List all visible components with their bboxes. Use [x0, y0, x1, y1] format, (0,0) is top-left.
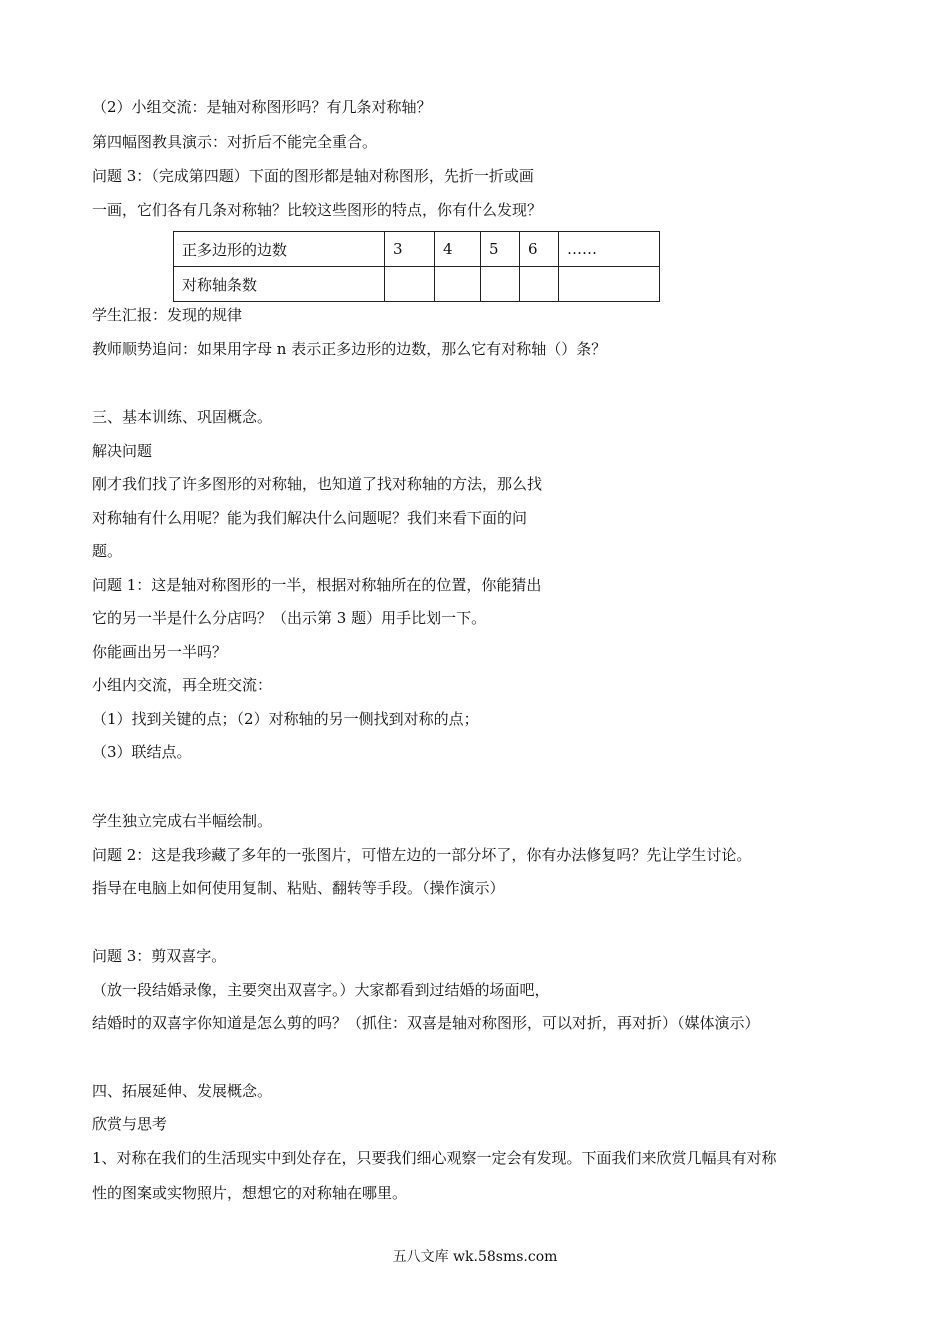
polygon-axis-table — [173, 231, 660, 302]
footer-watermark: 五八文库 wk.58sms.com — [392, 1249, 558, 1265]
table-cell — [481, 267, 520, 302]
line-14: 你能画出另一半吗？ — [92, 643, 228, 661]
table-cell: 对称轴条数 — [174, 267, 385, 302]
table-row — [174, 232, 660, 267]
line-26: 1、对称在我们的生活现实中到处存在，只要我们细心观察一定会有发现。下面我们来欣赏几幅具有对称 — [92, 1149, 777, 1167]
line-9: 刚才我们找了许多图形的对称轴，也知道了找对称轴的方法，那么找 — [92, 475, 543, 493]
line-17: （3）联结点。 — [92, 743, 192, 761]
line-16: （1）找到关键的点；（2）对称轴的另一侧找到对称的点； — [92, 710, 479, 728]
table-row — [174, 267, 660, 302]
line-8: 解决问题 — [92, 442, 153, 460]
line-2: 第四幅图教具演示：对折后不能完全重合。 — [92, 133, 378, 151]
line-4: 一画，它们各有几条对称轴？比较这些图形的特点，你有什么发现？ — [92, 201, 543, 219]
line-23: 结婚时的双喜字你知道是怎么剪的吗？（抓住：双喜是轴对称图形，可以对折，再对折）（媒体演示） — [92, 1014, 760, 1032]
line-20: 指导在电脑上如何使用复制、粘贴、翻转等手段。（操作演示） — [92, 879, 505, 897]
line-5: 学生汇报：发现的规律 — [92, 306, 243, 324]
line-25: 欣赏与思考 — [92, 1115, 168, 1133]
table-cell: 4 — [435, 232, 481, 267]
line-10: 对称轴有什么用呢？能为我们解决什么问题呢？我们来看下面的问 — [92, 509, 528, 527]
line-6: 教师顺势追问：如果用字母 n 表示正多边形的边数，那么它有对称轴（）条？ — [92, 340, 607, 358]
table-cell: 3 — [385, 232, 435, 267]
line-3: 问题 3：（完成第四题）下面的图形都是轴对称图形，先折一折或画 — [92, 167, 534, 185]
line-12: 问题 1：这是轴对称图形的一半，根据对称轴所在的位置，你能猜出 — [92, 576, 542, 594]
table-cell: 5 — [481, 232, 520, 267]
line-27: 性的图案或实物照片，想想它的对称轴在哪里。 — [92, 1184, 408, 1202]
line-1: （2）小组交流：是轴对称图形吗？有几条对称轴？ — [92, 98, 432, 116]
line-21: 问题 3：剪双喜字。 — [92, 947, 227, 965]
section-heading-4: 四、拓展延伸、发展概念。 — [92, 1082, 273, 1100]
line-22: （放一段结婚录像，主要突出双喜字。）大家都看到过结婚的场面吧， — [92, 981, 550, 999]
section-heading-3: 三、基本训练、巩固概念。 — [92, 408, 273, 426]
table-cell: 正多边形的边数 — [174, 232, 385, 267]
line-15: 小组内交流，再全班交流： — [92, 676, 273, 694]
line-18: 学生独立完成右半幅绘制。 — [92, 812, 273, 830]
line-11: 题。 — [92, 542, 123, 560]
line-19: 问题 2：这是我珍藏了多年的一张图片，可惜左边的一部分坏了，你有办法修复吗？先让学生讨论。 — [92, 846, 752, 864]
table-cell — [559, 267, 660, 302]
table-cell — [520, 267, 559, 302]
line-13: 它的另一半是什么分店吗？（出示第 3 题）用手比划一下。 — [92, 609, 487, 627]
table-cell — [435, 267, 481, 302]
table-cell: …… — [559, 232, 660, 267]
table-cell: 6 — [520, 232, 559, 267]
table-cell — [385, 267, 435, 302]
